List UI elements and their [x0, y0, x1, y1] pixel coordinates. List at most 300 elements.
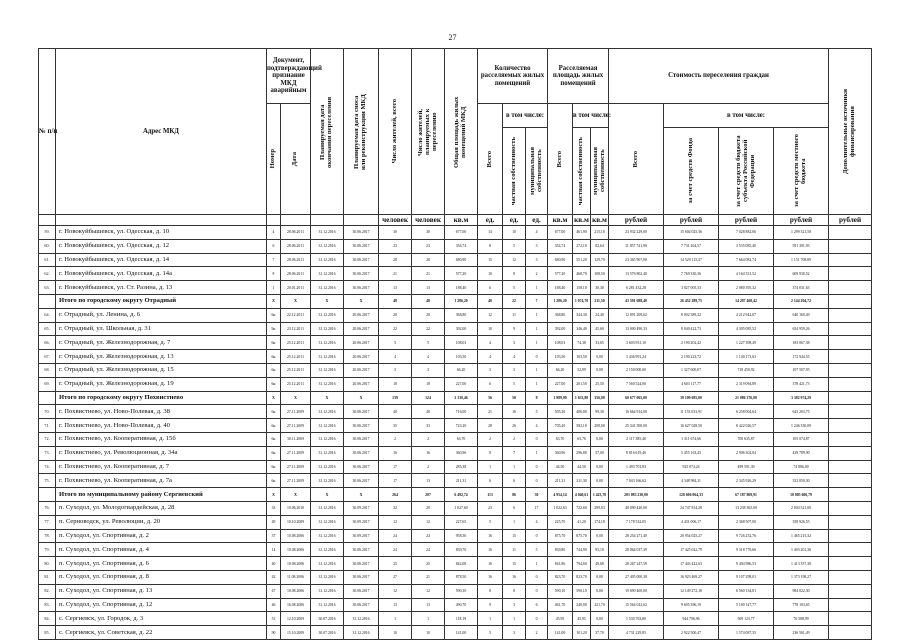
- row-number: 82.: [39, 584, 56, 598]
- value-cell: 31.12.2016: [311, 377, 344, 391]
- header-area-including: в том числе:: [573, 104, 609, 128]
- value-cell: 113: [478, 488, 503, 502]
- address-cell: г. Отрадный, ул. Школьная, д. 31: [56, 322, 267, 336]
- value-cell: [829, 226, 872, 240]
- value-cell: 27: [379, 570, 412, 584]
- value-cell: 5: [478, 515, 503, 529]
- value-cell: 1: [503, 515, 526, 529]
- value-cell: 14: [267, 543, 281, 557]
- value-cell: 7 028 882,06: [719, 226, 774, 240]
- value-cell: 842,08: [445, 557, 478, 571]
- value-cell: 2 144 204,72: [774, 294, 829, 308]
- value-cell: 13 576 802,40: [609, 267, 664, 281]
- unit-cell: кв.м: [445, 215, 478, 226]
- value-cell: 1: [526, 322, 548, 336]
- table-row: [39, 419, 872, 433]
- value-cell: 31.12.2016: [311, 529, 344, 543]
- value-cell: 28.06.2011: [281, 239, 311, 253]
- value-cell: 49: [267, 515, 281, 529]
- value-cell: 878,50: [445, 570, 478, 584]
- page-number: 27: [448, 33, 457, 42]
- value-cell: 0,00: [591, 474, 609, 488]
- table-row: [39, 432, 872, 446]
- row-number: 68.: [39, 363, 56, 377]
- row-number: 69.: [39, 377, 56, 391]
- value-cell: 12: [379, 515, 412, 529]
- value-cell: 30.06.2017: [344, 226, 379, 240]
- value-cell: 984 022,30: [774, 584, 829, 598]
- value-cell: 264: [379, 488, 412, 502]
- value-cell: 0,00: [591, 612, 609, 626]
- unit-cell: рублей: [609, 215, 664, 226]
- value-cell: [829, 419, 872, 433]
- value-cell: 11 857 741,90: [609, 239, 664, 253]
- value-cell: 82,64: [591, 239, 609, 253]
- value-cell: 19 690 400,00: [609, 584, 664, 598]
- table-row: [39, 253, 872, 267]
- value-cell: 20.01.2011: [281, 281, 311, 295]
- header-cost-subject: за счет средств бюджета субъекта Российской Федерации: [719, 128, 774, 215]
- table-row: [39, 570, 872, 584]
- address-cell: г. Отрадный, ул. Железнодорожная, д. 13: [56, 350, 267, 364]
- address-cell: с. Сергиевск, ул. Городок, д. 3: [56, 612, 267, 626]
- value-cell: X: [267, 391, 281, 405]
- row-number: 84.: [39, 612, 56, 626]
- value-cell: 680,90: [445, 253, 478, 267]
- value-cell: 40: [478, 294, 503, 308]
- value-cell: 643 203,75: [774, 405, 829, 419]
- value-cell: 2 330,46: [445, 391, 478, 405]
- header-rooms-municipal: муниципальная собственность: [526, 128, 548, 215]
- value-cell: 40: [267, 557, 281, 571]
- value-cell: 925 074,24: [664, 460, 719, 474]
- value-cell: 744,90: [573, 543, 591, 557]
- table-row: [39, 543, 872, 557]
- value-cell: 31.12.2016: [311, 363, 344, 377]
- value-cell: 640 160,49: [774, 308, 829, 322]
- value-cell: 31.12.2016: [311, 543, 344, 557]
- value-cell: 4 040,61: [573, 488, 591, 502]
- value-cell: 24: [379, 529, 412, 543]
- value-cell: 2 117 385,40: [609, 432, 664, 446]
- value-cell: 23: [379, 239, 412, 253]
- address-cell: п. Суходол, ул. Спортивная, д. 13: [56, 584, 267, 598]
- value-cell: 9 726 252,76: [719, 529, 774, 543]
- header-additional: Дополнительные источники финансирования: [829, 49, 872, 215]
- value-cell: 1 403 201,36: [774, 543, 829, 557]
- value-cell: 839,70: [445, 543, 478, 557]
- value-cell: 31.12.2016: [311, 474, 344, 488]
- value-cell: 31.12.2016: [311, 515, 344, 529]
- value-cell: 6 492,74: [445, 488, 478, 502]
- header-document: Документ, подтверждающий признание МКД аварийным: [267, 49, 311, 104]
- value-cell: 188,40: [445, 281, 478, 295]
- value-cell: [829, 281, 872, 295]
- value-cell: 1: [478, 612, 503, 626]
- value-cell: 51: [267, 612, 281, 626]
- value-cell: 27.11.2009: [281, 474, 311, 488]
- value-cell: 6: [503, 474, 526, 488]
- value-cell: 40: [379, 405, 412, 419]
- value-cell: 23.12.2011: [281, 322, 311, 336]
- table-row: [39, 336, 872, 350]
- value-cell: 8: [503, 584, 526, 598]
- value-cell: 18: [412, 377, 445, 391]
- value-cell: 9 605 396,19: [664, 598, 719, 612]
- value-cell: 3 603 931,10: [609, 336, 664, 350]
- value-cell: 16: [478, 570, 503, 584]
- value-cell: 31.12.2016: [311, 501, 344, 515]
- value-cell: 40: [412, 405, 445, 419]
- value-cell: 10.08.2006: [281, 543, 311, 557]
- header-planned-end: Планируемая дата окончания переселения: [311, 49, 344, 215]
- value-cell: 609 930,52: [774, 267, 829, 281]
- value-cell: 3: [503, 626, 526, 640]
- address-cell: г. Похвистнево, ул. Ново-Полевая, д. 40: [56, 419, 267, 433]
- value-cell: 1: [503, 612, 526, 626]
- unit-cell: кв.м: [592, 215, 607, 224]
- value-cell: X: [311, 488, 344, 502]
- value-cell: 10: [478, 322, 503, 336]
- value-cell: 16.08.2006: [281, 598, 311, 612]
- table-row: [39, 529, 872, 543]
- header-planned-demolition: Планируемая дата сноса или реконструкции МКД: [344, 49, 379, 215]
- value-cell: 4: [412, 350, 445, 364]
- value-cell: 23: [478, 501, 503, 515]
- address-cell: г. Похвистнево, ул. Кооперативная, д. 7: [56, 460, 267, 474]
- row-number: 72.: [39, 432, 56, 446]
- value-cell: 354,74: [548, 239, 573, 253]
- value-cell: 67 187 869,91: [719, 488, 774, 502]
- value-cell: 10.08.2006: [281, 557, 311, 571]
- value-cell: 1 423,70: [591, 488, 609, 502]
- value-cell: [829, 294, 872, 308]
- value-cell: 8 816 619,46: [609, 446, 664, 460]
- value-cell: 3 535 085,40: [719, 239, 774, 253]
- value-cell: 14 529 115,37: [664, 253, 719, 267]
- value-cell: 236 561,49: [774, 626, 829, 640]
- value-cell: 22: [379, 322, 412, 336]
- value-cell: 4: [526, 419, 548, 433]
- row-number: 62.: [39, 267, 56, 281]
- value-cell: 183 067,38: [774, 336, 829, 350]
- value-cell: 45,60: [591, 322, 609, 336]
- value-cell: 86: [503, 488, 526, 502]
- value-cell: 5: [503, 281, 526, 295]
- value-cell: 5: [503, 377, 526, 391]
- value-cell: 2 319 094,89: [719, 377, 774, 391]
- value-cell: 30,30: [591, 281, 609, 295]
- value-cell: 13: [412, 598, 445, 612]
- address-cell: п. Серноводск, ул. Революции, д. 20: [56, 515, 267, 529]
- value-cell: 12: [478, 308, 503, 322]
- value-cell: 360,96: [445, 446, 478, 460]
- value-cell: 794,60: [573, 557, 591, 571]
- header-area-group: Расселяемая площадь жилых помещений: [548, 49, 609, 104]
- resettlement-table: [38, 48, 872, 640]
- value-cell: 505,30: [548, 405, 573, 419]
- value-cell: 31.12.2016: [311, 239, 344, 253]
- value-cell: 352 050,30: [774, 474, 829, 488]
- value-cell: 74 886,00: [774, 460, 829, 474]
- unit-cell: рублей: [774, 215, 829, 226]
- value-cell: 7 731 264,57: [664, 239, 719, 253]
- value-cell: 31.12.2016: [311, 253, 344, 267]
- value-cell: X: [281, 294, 311, 308]
- value-cell: 716,00: [445, 405, 478, 419]
- value-cell: [829, 557, 872, 571]
- value-cell: 31.12.2016: [311, 322, 344, 336]
- value-cell: 823,70: [548, 570, 573, 584]
- row-number: 63.: [39, 281, 56, 295]
- value-cell: 2 922 500,47: [664, 626, 719, 640]
- value-cell: X: [281, 391, 311, 405]
- value-cell: 354,74: [445, 239, 478, 253]
- address-cell: п. Суходол, ул. Спортивная, д. 8: [56, 570, 267, 584]
- value-cell: 841,86: [548, 557, 573, 571]
- value-cell: 14: [478, 226, 503, 240]
- value-cell: 823,70: [573, 570, 591, 584]
- value-cell: 30.06.2017: [344, 584, 379, 598]
- value-cell: 10: [412, 626, 445, 640]
- value-cell: 590,10: [548, 584, 573, 598]
- value-cell: 27.11.2009: [281, 460, 311, 474]
- header-num: № п/п: [39, 49, 56, 215]
- value-cell: 25: [412, 557, 445, 571]
- value-cell: 16: [478, 557, 503, 571]
- value-cell: [829, 336, 872, 350]
- value-cell: 172 944,55: [774, 350, 829, 364]
- value-cell: 30.06.2017: [344, 432, 379, 446]
- value-cell: 0: [526, 350, 548, 364]
- value-cell: 705,20: [548, 419, 573, 433]
- value-cell: 16: [503, 570, 526, 584]
- value-cell: 23 932 229,00: [609, 226, 664, 240]
- address-cell: г. Новокуйбышевск, ул. Ст. Разина, д. 13: [56, 281, 267, 295]
- value-cell: 30.07.2016: [311, 612, 344, 626]
- value-cell: 20.06.2017: [344, 308, 379, 322]
- value-cell: 392,00: [548, 322, 573, 336]
- value-cell: 577,20: [445, 267, 478, 281]
- value-cell: 21: [412, 267, 445, 281]
- value-cell: 3: [503, 598, 526, 612]
- value-cell: 16 627 028,50: [664, 419, 719, 433]
- value-cell: 0: [526, 474, 548, 488]
- value-cell: 2: [478, 432, 503, 446]
- value-cell: X: [344, 391, 379, 405]
- value-cell: 13: [379, 281, 412, 295]
- value-cell: 21: [379, 267, 412, 281]
- value-cell: 378 421,73: [774, 377, 829, 391]
- value-cell: 201,50: [573, 377, 591, 391]
- value-cell: 944 706,96: [664, 612, 719, 626]
- value-cell: [829, 377, 872, 391]
- table-row: [39, 584, 872, 598]
- value-cell: 63,70: [573, 432, 591, 446]
- address-cell: г. Похвистнево, ул. Ново-Полевая, д. 38: [56, 405, 267, 419]
- value-cell: 22.12.2011: [281, 308, 311, 322]
- value-cell: 63,70: [548, 432, 573, 446]
- table-row: [39, 460, 872, 474]
- value-cell: 45,95: [573, 612, 591, 626]
- value-cell: 875,70: [548, 529, 573, 543]
- header-rooms-private: частная собственность: [503, 128, 526, 215]
- header-rooms-total: Всего: [478, 104, 503, 215]
- value-cell: 174,18: [591, 515, 609, 529]
- value-cell: 10.10.2009: [281, 515, 311, 529]
- value-cell: [829, 529, 872, 543]
- value-cell: 13 000 490,33: [609, 322, 664, 336]
- row-number: 85.: [39, 626, 56, 640]
- value-cell: 1 140 173,63: [719, 350, 774, 364]
- value-cell: 25: [379, 557, 412, 571]
- value-cell: 60 677 065,00: [609, 391, 664, 405]
- value-cell: 47: [267, 584, 281, 598]
- value-cell: 2 345 926,29: [719, 474, 774, 488]
- value-cell: 108,03: [445, 336, 478, 350]
- value-cell: 240,00: [573, 598, 591, 612]
- header-rooms-group: Количество расселяемых жилых помещений: [478, 49, 548, 104]
- value-cell: 44,50: [573, 460, 591, 474]
- value-cell: 5: [412, 336, 445, 350]
- value-cell: 141,00: [445, 626, 478, 640]
- address-cell: Итого по городскому округу Отрадный: [56, 294, 267, 308]
- value-cell: 31.12.2016: [344, 612, 379, 626]
- value-cell: 358 926,55: [774, 515, 829, 529]
- value-cell: 3 382 974,29: [774, 391, 829, 405]
- value-cell: 490,70: [445, 598, 478, 612]
- value-cell: 107 507,95: [774, 363, 829, 377]
- unit-cell: ед.: [478, 215, 503, 226]
- value-cell: [829, 570, 872, 584]
- value-cell: 227,00: [548, 377, 573, 391]
- value-cell: 13: [412, 281, 445, 295]
- value-cell: 63,70: [445, 432, 478, 446]
- value-cell: 10: [478, 267, 503, 281]
- value-cell: 1 633,80: [573, 391, 591, 405]
- value-cell: 4: [526, 226, 548, 240]
- value-cell: 129,70: [591, 253, 609, 267]
- unit-cell: кв.м: [574, 215, 589, 224]
- value-cell: 6 258 004,64: [719, 405, 774, 419]
- header-cost-fund: за счет средств Фонда: [664, 128, 719, 215]
- value-cell: X: [311, 391, 344, 405]
- value-cell: [829, 460, 872, 474]
- row-number: 66.: [39, 336, 56, 350]
- table-row: [39, 322, 872, 336]
- value-cell: 31.12.2016: [311, 226, 344, 240]
- value-cell: 5: [478, 626, 503, 640]
- value-cell: 42: [267, 570, 281, 584]
- value-cell: 30.09.2017: [344, 529, 379, 543]
- value-cell: 1: [526, 363, 548, 377]
- value-cell: 8 040 422,73: [664, 322, 719, 336]
- address-cell: г. Похвистнево, ул. Кооперативная, д. 7а: [56, 474, 267, 488]
- value-cell: 207: [412, 488, 445, 502]
- value-cell: 15.10.2009: [281, 626, 311, 640]
- value-cell: [829, 501, 872, 515]
- value-cell: 6н: [267, 460, 281, 474]
- value-cell: 31.12.2016: [311, 281, 344, 295]
- value-cell: X: [344, 294, 379, 308]
- value-cell: 29: [412, 501, 445, 515]
- value-cell: 6н: [267, 419, 281, 433]
- table-row: [39, 626, 872, 640]
- address-cell: п. Суходол, ул. Молодогвардейская, д. 28: [56, 501, 267, 515]
- value-cell: 1: [478, 460, 503, 474]
- value-cell: 4: [267, 226, 281, 240]
- value-cell: 17: [379, 460, 412, 474]
- header-cost-group: Стоимость переселения граждан: [609, 49, 829, 104]
- value-cell: 6н: [267, 405, 281, 419]
- unit-cell: рублей: [719, 215, 774, 226]
- value-cell: 45,95: [548, 612, 573, 626]
- value-cell: [829, 253, 872, 267]
- value-cell: 31.12.2016: [311, 460, 344, 474]
- value-cell: 227,65: [445, 515, 478, 529]
- address-cell: п. Суходол, ул. Спортивная, д. 4: [56, 543, 267, 557]
- unit-cell: рублей: [829, 215, 872, 226]
- value-cell: 1 373 198,27: [774, 570, 829, 584]
- header-residents-total: Число жителей, всего: [379, 49, 412, 215]
- value-cell: 211,30: [573, 474, 591, 488]
- value-cell: 30.06.2017: [344, 267, 379, 281]
- value-cell: 1 574 087,35: [719, 626, 774, 640]
- value-cell: X: [344, 488, 379, 502]
- value-cell: 4: [503, 350, 526, 364]
- value-cell: 141,00: [548, 626, 573, 640]
- row-number: 64.: [39, 308, 56, 322]
- value-cell: 6: [478, 281, 503, 295]
- value-cell: 33: [412, 419, 445, 433]
- value-cell: 16 923 469,27: [664, 570, 719, 584]
- value-cell: 2: [412, 460, 445, 474]
- value-cell: 1: [412, 612, 445, 626]
- value-cell: 12: [412, 515, 445, 529]
- address-cell: г. Похвистнево, ул. Кооперативная, д. 15б: [56, 432, 267, 446]
- value-cell: 9: [503, 322, 526, 336]
- value-cell: 18: [379, 377, 412, 391]
- value-cell: 4 305 085,52: [719, 322, 774, 336]
- value-cell: 20.06.2017: [344, 350, 379, 364]
- value-cell: 360,96: [548, 446, 573, 460]
- value-cell: [829, 239, 872, 253]
- header-cost-total: Всего: [609, 104, 664, 215]
- row-number: 60.: [39, 239, 56, 253]
- value-cell: 30.06.2017: [344, 281, 379, 295]
- value-cell: 0: [526, 570, 548, 584]
- value-cell: [829, 363, 872, 377]
- value-cell: 66,20: [445, 363, 478, 377]
- value-cell: 16: [379, 446, 412, 460]
- value-cell: 24: [412, 529, 445, 543]
- value-cell: 48: [412, 294, 445, 308]
- header-rooms-including: в том числе:: [503, 104, 548, 128]
- value-cell: 108,50: [591, 267, 609, 281]
- value-cell: 722,60: [573, 501, 591, 515]
- value-cell: 25.12.2011: [281, 363, 311, 377]
- value-cell: 680,90: [548, 253, 573, 267]
- table-row: [39, 350, 872, 364]
- value-cell: 8: [267, 267, 281, 281]
- value-cell: 21: [412, 570, 445, 584]
- value-cell: 2 080 395,32: [719, 281, 774, 295]
- header-doc-date: Дата: [281, 104, 311, 215]
- header-cost-local: за счет средств местного бюджета: [774, 128, 829, 215]
- value-cell: 8 002 389,32: [664, 308, 719, 322]
- value-cell: 30.11.2009: [281, 432, 311, 446]
- value-cell: 461,90: [573, 226, 591, 240]
